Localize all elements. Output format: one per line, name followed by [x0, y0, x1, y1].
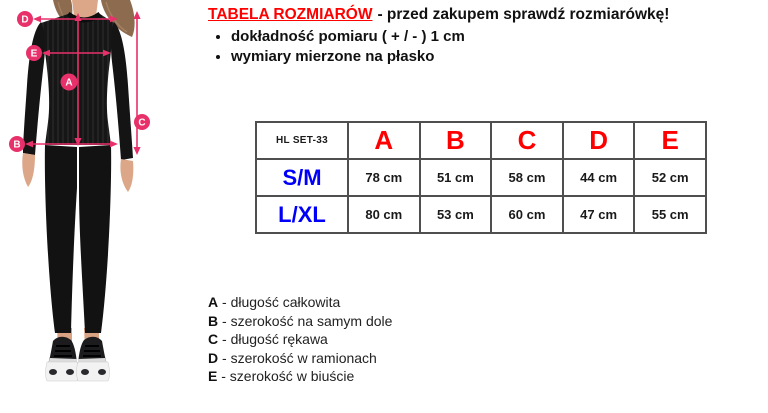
legend-letter: E [208, 368, 218, 384]
value-cell: 58 cm [491, 159, 563, 196]
table-row-sm [256, 159, 706, 196]
value-cell: 52 cm [634, 159, 706, 196]
value-cell: 51 cm [420, 159, 492, 196]
page-title-main: TABELA ROZMIARÓW [208, 6, 373, 23]
legend-item-b [208, 312, 392, 331]
value-cell: 55 cm [634, 196, 706, 233]
model-photo-svg [0, 0, 200, 413]
legend-item-c [208, 330, 392, 349]
marker-label-c: C [138, 117, 146, 129]
value-cell: 78 cm [348, 159, 420, 196]
product-code-cell: HL SET-33 [256, 122, 348, 159]
value-cell: 53 cm [420, 196, 492, 233]
value-cell: 80 cm [348, 196, 420, 233]
column-header-e: E [634, 122, 706, 159]
table-header-row [256, 122, 706, 159]
size-label-sm: S/M [256, 159, 348, 196]
page-title [208, 6, 669, 24]
legend-letter: B [208, 312, 219, 329]
legend-description: - długość całkowita [222, 294, 341, 310]
legend-item-a [208, 293, 392, 312]
marker-label-a: A [65, 77, 73, 89]
value-cell: 47 cm [563, 196, 635, 233]
note-item: • dokładność pomiaru ( + / - ) 1 cm [231, 27, 465, 47]
measurement-legend [208, 293, 392, 386]
legend-letter: C [208, 331, 219, 347]
table-row-lxl [256, 196, 706, 233]
legend-description: - szerokość w ramionach [222, 349, 377, 366]
size-label-lxl: L/XL [256, 196, 348, 233]
legend-letter: A [208, 294, 219, 310]
page-title-suffix: - przed zakupem sprawdź rozmiarówkę! [377, 6, 670, 23]
legend-description: - długość rękawa [222, 331, 328, 347]
sneakers [46, 337, 110, 381]
marker-label-d: D [21, 14, 29, 26]
legend-item-d [208, 349, 392, 368]
column-header-b: B [420, 122, 492, 159]
legend-description: - szerokość w biuście [221, 368, 355, 384]
measurement-diagram [0, 0, 200, 413]
column-header-d: D [563, 122, 635, 159]
legend-item-e [208, 367, 392, 386]
size-table [255, 121, 707, 234]
measurement-arrow-c [133, 11, 140, 155]
legend-letter: D [208, 349, 219, 366]
legend-description: - szerokość na samym dole [222, 312, 393, 329]
value-cell: 60 cm [491, 196, 563, 233]
column-header-c: C [491, 122, 563, 159]
marker-label-e: E [30, 48, 38, 60]
value-cell: 44 cm [563, 159, 635, 196]
measurement-notes [214, 27, 465, 67]
marker-label-b: B [13, 139, 21, 151]
note-item: • wymiary mierzone na płasko [231, 47, 465, 67]
leggings [45, 145, 77, 333]
column-header-a: A [348, 122, 420, 159]
